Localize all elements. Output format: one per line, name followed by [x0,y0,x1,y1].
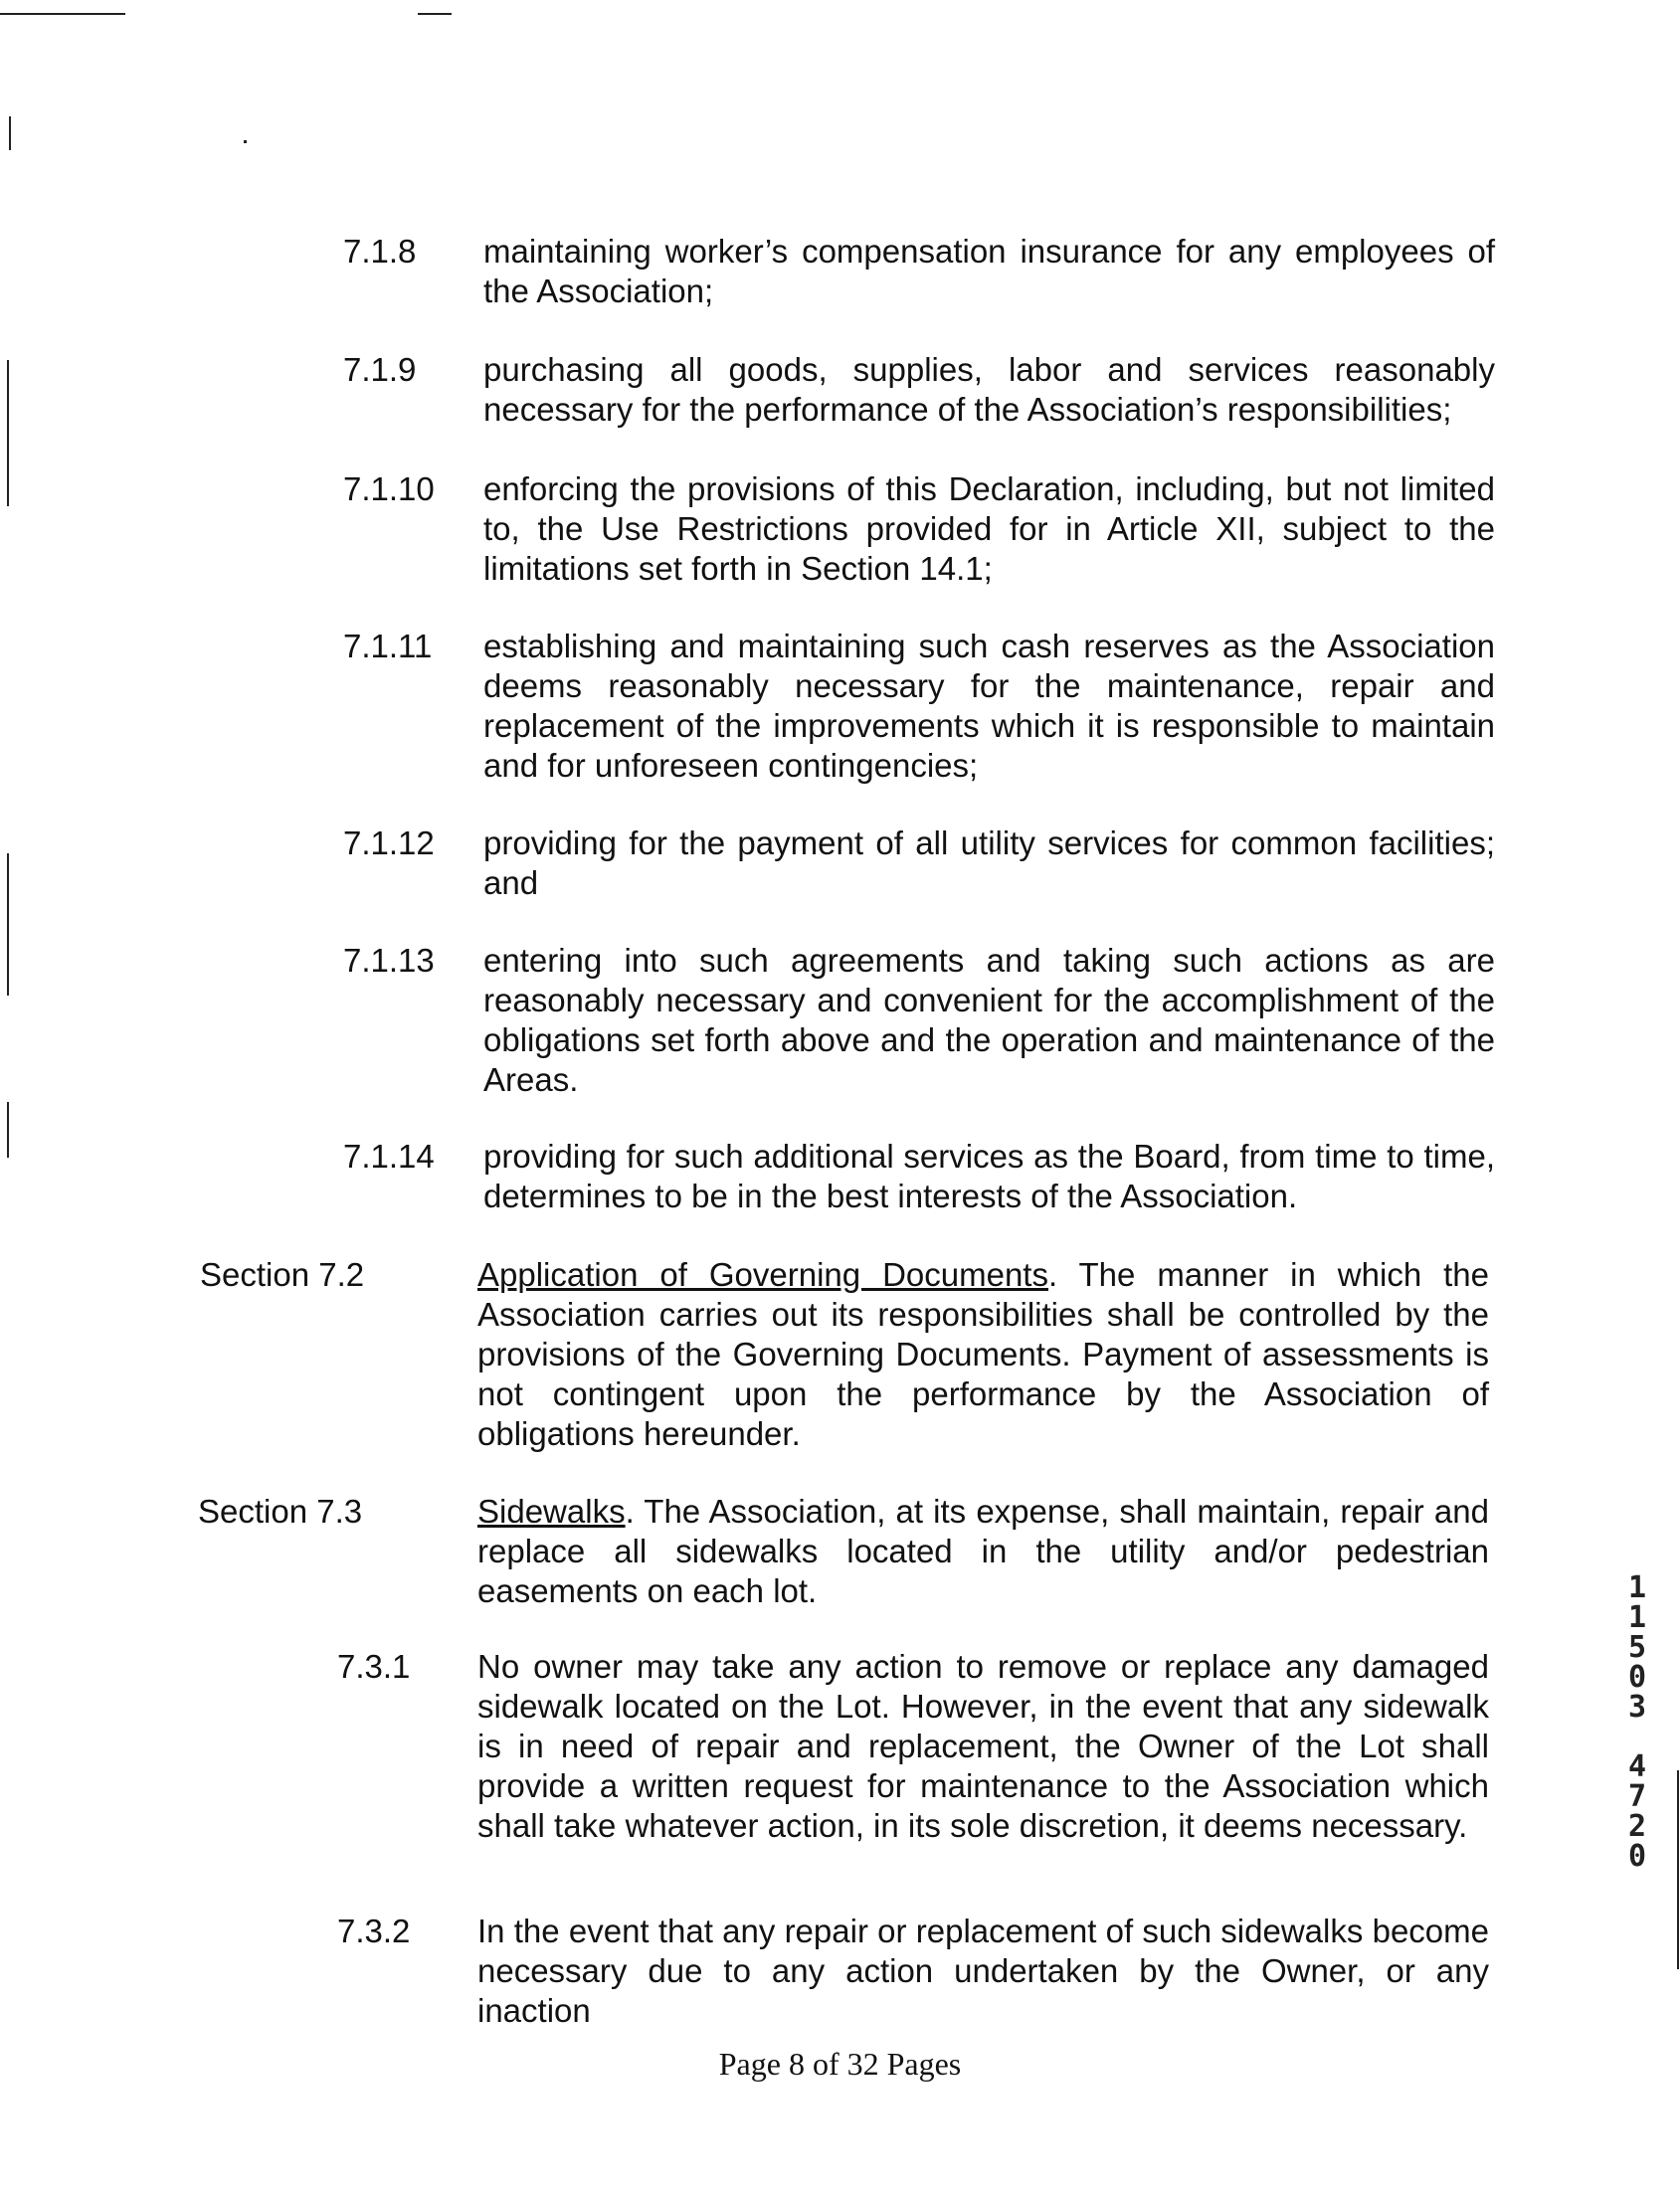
stamp-digit: 3 [1627,1690,1647,1725]
item-text: providing for such additional services as the Board, from time to time, determines to be in the best interests of the Association. [483,1138,1495,1214]
item-text: No owner may take any action to remove or replace any damaged sidewalk located on the Lot. However, in the event that any sidewalk is in need of repair and replacement, the Owner of the Lot shall provide a written request for maintenance to the Association which shall take whatever action, in its sole discretion, it deems necessary. [477,1648,1489,1844]
list-item [343,1137,1497,1216]
item-number: 7.1.8 [343,233,417,270]
stamp-digit: 5 [1627,1630,1647,1665]
list-item [343,823,1497,903]
scan-artifact-top-dash [418,13,452,15]
scan-artifact-dot [244,140,247,143]
list-item [337,1912,1491,2029]
item-number: 7.1.9 [343,351,417,388]
recording-number-stamp [1617,1570,1657,1874]
stamp-digit: 2 [1627,1809,1647,1844]
stamp-digit: 7 [1627,1779,1647,1814]
item-text: maintaining worker’s compensation insurance for any employees of the Association; [483,233,1495,309]
section-text: . The manner in which the Association carries out its responsibilities shall be controlled by the provisions of the Governing Documents. Payment of assessments is not contingent upon the performance by the Association of obligations hereunder. [477,1256,1489,1452]
item-text: providing for the payment of all utility services for common facilities; and [483,824,1495,901]
section-body [477,1492,1489,1611]
list-item [343,941,1497,1100]
item-text: establishing and maintaining such cash reserves as the Association deems reasonably necessary for the maintenance, repair and replacement of the improvements which it is responsible to maintain and for unforeseen contingencies; [483,628,1495,784]
item-text: enforcing the provisions of this Declaration, including, but not limited to, the Use Restrictions provided for in Article XII, subject to the limitations set forth in Section 14.1; [483,470,1495,587]
scan-artifact-left-mark-2 [7,360,9,506]
stamp-digit: 0 [1627,1660,1647,1695]
section-text: . The Association, at its expense, shall maintain, repair and replace all sidewalks located in the utility and/or pedestrian easements on each lot. [477,1493,1489,1609]
item-number: 7.1.11 [343,628,433,664]
stamp-digit: 1 [1627,1570,1647,1605]
item-number: 7.1.12 [343,824,435,861]
section-body [477,1255,1489,1454]
scan-artifact-top-line [0,13,125,15]
list-item [337,1647,1491,1846]
section-label: Section 7.2 [200,1256,365,1293]
stamp-digit: 0 [1627,1839,1647,1874]
item-number: 7.1.13 [343,942,435,979]
list-item [343,627,1497,786]
list-item [343,469,1497,589]
section-7-3 [198,1492,1491,1611]
section-heading: Sidewalks [477,1493,626,1530]
item-number: 7.3.2 [337,1913,411,1949]
item-number: 7.3.1 [337,1648,411,1685]
page-footer: Page 8 of 32 Pages [718,2046,962,2082]
section-label: Section 7.3 [198,1493,363,1530]
scan-artifact-left-mark-1 [9,116,11,150]
stamp-digit: 4 [1627,1749,1647,1784]
section-heading: Application of Governing Documents [477,1256,1048,1293]
list-item [343,232,1497,311]
scan-artifact-left-mark-3 [7,853,9,996]
item-number: 7.1.10 [343,470,435,507]
item-number: 7.1.14 [343,1138,435,1175]
item-text: entering into such agreements and taking such actions as are reasonably necessary and convenient for the accomplishment of the obligations set forth above and the operation and maintenance of the Areas. [483,942,1495,1098]
item-text: purchasing all goods, supplies, labor and services reasonably necessary for the performance of the Association’s responsibilities; [483,351,1495,428]
scan-artifact-left-mark-4 [7,1102,9,1158]
stamp-digit: 1 [1627,1600,1647,1635]
list-item [343,350,1497,430]
section-7-2 [200,1255,1493,1454]
scan-artifact-right-line [1677,1770,1679,1969]
item-text: In the event that any repair or replacement of such sidewalks become necessary due to any action undertaken by the Owner, or any inaction [477,1913,1489,2029]
